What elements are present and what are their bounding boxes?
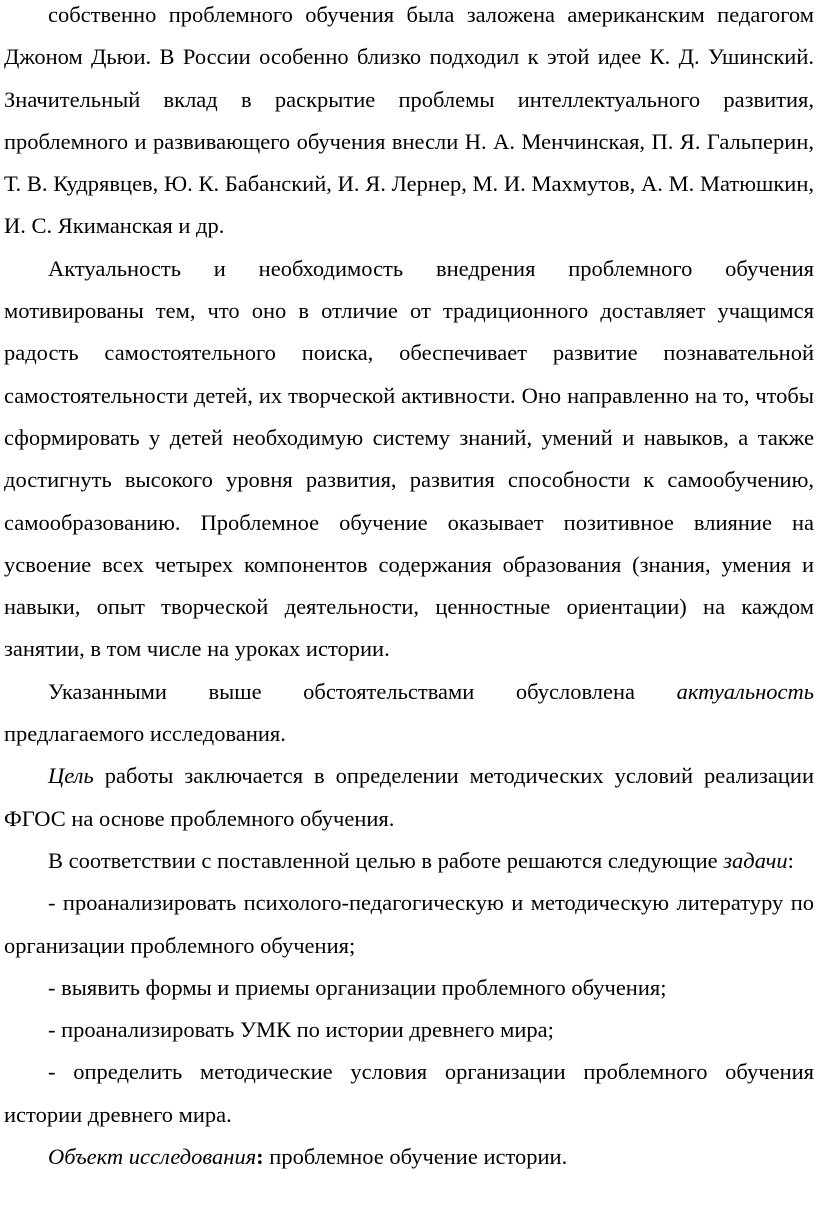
actuality-term: актуальность [676, 678, 814, 704]
paragraph-relevance: Актуальность и необходимость внедрения проблемного обучения мотивированы тем, что оно в отличие от традиционного доставляет учащимся радость самостоятельного поиска, обеспечивает развитие познавательной самостоятельности детей, их творческой активности. Оно направленно на то, чтобы сформировать у детей необходимую систему знаний, умений и навыков, а также достигнуть высокого уровня развития, развития способности к самообучению, самообразованию. Проблемное обучение оказывает позитивное влияние на усвоение всех четырех компонентов содержания образования (знания, умения и навыки, опыт творческой деятельности, ценностные ориентации) на каждом занятии, в том числе на уроках истории. [4, 255, 814, 662]
task-item-4: - определить методические условия организации проблемного обучения истории древнего мира. [4, 1059, 814, 1127]
goal-text: работы заключается в определении методических условий реализации ФГОС на основе проблемного обучения. [4, 763, 814, 831]
paragraph-actuality [4, 671, 814, 756]
tasks-intro-text: В соответствии с поставленной целью в работе решаются следующие [48, 847, 724, 873]
actuality-text-start: Указанными выше обстоятельствами обусловлена [48, 678, 677, 704]
research-object-text: проблемное обучение истории. [263, 1144, 568, 1170]
task-item-1: - проанализировать психолого-педагогическую и методическую литературу по организации проблемного обучения; [4, 890, 814, 958]
task-item-2: - выявить формы и приемы организации проблемного обучения; [48, 974, 667, 1000]
paragraph-goal [4, 755, 814, 840]
actuality-text-end: предлагаемого исследования. [4, 721, 286, 747]
research-object-colon: : [256, 1144, 264, 1170]
paragraph-history-of-problem-learning: собственно проблемного обучения была заложена американским педагогом Джоном Дьюи. В России особенно близко подходил к этой идее К. Д. Ушинский. Значительный вклад в раскрытие проблемы интеллектуального развития, проблемного и развивающего обучения внесли Н. А. Менчинская, П. Я. Гальперин, Т. В. Кудрявцев, Ю. К. Бабанский, И. Я. Лернер, М. И. Махмутов, А. М. Матюшкин, И. С. Якиманская и др. [4, 2, 814, 239]
tasks-colon: : [787, 847, 794, 873]
tasks-term: задачи [723, 847, 788, 873]
goal-term: Цель [48, 763, 94, 789]
research-object-term: Объект исследования [48, 1144, 257, 1170]
paragraph-tasks-intro [4, 840, 814, 882]
task-item-3: - проанализировать УМК по истории древнего мира; [48, 1017, 554, 1043]
paragraph-research-object [4, 1136, 814, 1178]
